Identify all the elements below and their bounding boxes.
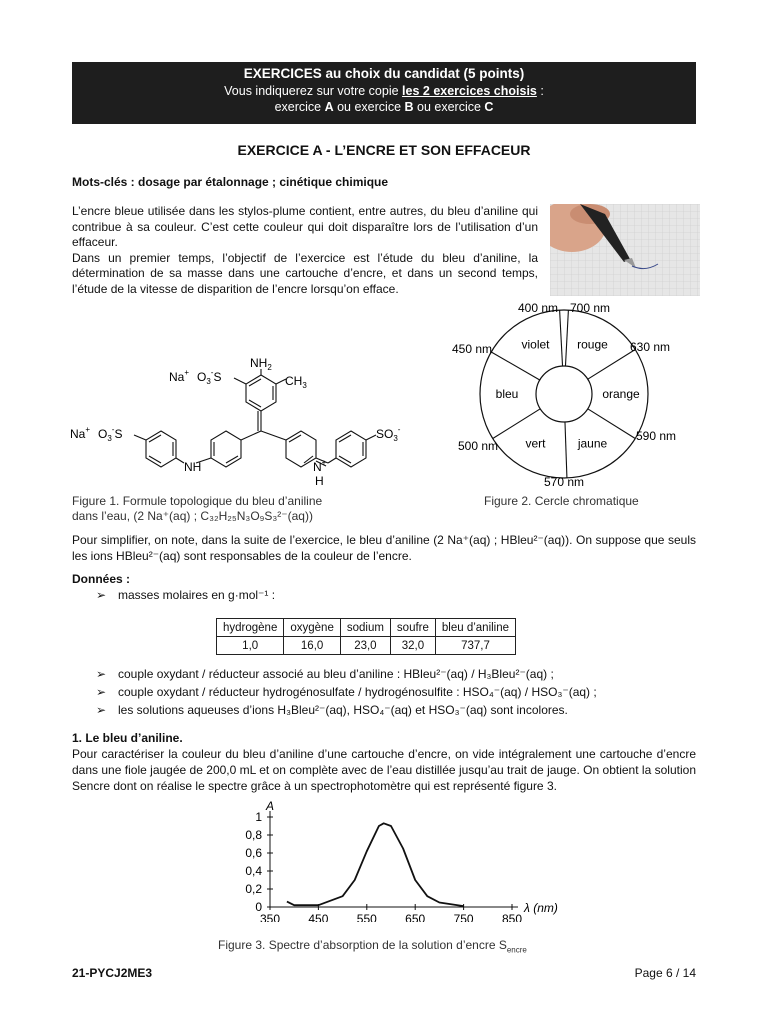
- wheel-divider: [588, 349, 635, 379]
- table-value-cell: 1,0: [217, 637, 284, 655]
- wheel-wavelength-label: 590 nm: [636, 429, 677, 443]
- wheel-segment-label: rouge: [577, 337, 608, 352]
- x-tick-label: 450: [308, 912, 329, 922]
- simplify-paragraph: Pour simplifier, on note, dans la suite de l’exercice, le bleu d’aniline (2 Na⁺(aq) ; HBleu²⁻(aq)). On suppose que seuls les ions HBleu²⁻(aq) sont responsables de la couleur de l’encre.: [72, 533, 696, 563]
- y-tick-label: 0,6: [245, 846, 262, 860]
- wheel-wavelength-label: 570 nm: [543, 475, 585, 489]
- table-value-cell: 737,7: [435, 637, 515, 655]
- exercise-choice-banner: [72, 62, 696, 124]
- nh-label: NH: [184, 460, 202, 474]
- table-value-cell: 23,0: [340, 637, 390, 655]
- x-tick-label: 350: [259, 912, 281, 922]
- y-axis-label: A: [266, 800, 275, 813]
- table-header-cell: bleu d’aniline: [435, 619, 515, 637]
- spectrum-line: [287, 823, 464, 906]
- x-tick-label: 550: [356, 912, 377, 922]
- table-header-cell: sodium: [340, 619, 390, 637]
- so3-label: $SO_3^-$: [376, 425, 401, 443]
- wheel-divider: [493, 409, 540, 439]
- x-tick-label: 750: [453, 912, 474, 922]
- table-header-row: [217, 619, 516, 637]
- wheel-divider: [565, 310, 568, 366]
- table-header-cell: hydrogène: [217, 619, 284, 637]
- aniline-blue-structure: [66, 345, 426, 485]
- table-header-cell: oxygène: [284, 619, 340, 637]
- wheel-divider: [588, 409, 635, 439]
- y-tick-label: 0: [255, 900, 262, 914]
- wheel-divider: [491, 352, 539, 380]
- table-header-cell: soufre: [390, 619, 435, 637]
- x-tick-label: 850: [501, 912, 523, 922]
- wheel-divider: [560, 310, 563, 366]
- molar-mass-table: [216, 618, 516, 655]
- wheel-segment-label: bleu: [495, 387, 519, 401]
- keywords: Mots-clés : dosage par étalonnage ; cinétique chimique: [72, 175, 389, 189]
- table-value-cell: 16,0: [284, 637, 340, 655]
- na-label-upper: Na+: [169, 368, 190, 384]
- y-tick-label: 0,4: [245, 864, 262, 878]
- y-tick-label: 1: [255, 810, 262, 824]
- figure-2-caption: Figure 2. Cercle chromatique: [484, 494, 639, 508]
- wheel-segment-label: violet: [521, 337, 550, 352]
- absorption-spectrum-chart: [240, 800, 560, 922]
- x-axis-label: λ (nm): [524, 901, 558, 915]
- h-label: H: [315, 474, 324, 485]
- wheel-inner-ring: [536, 366, 592, 422]
- y-tick-label: 0,2: [245, 882, 262, 896]
- wheel-wavelength-label: 450 nm: [451, 342, 492, 356]
- intro-paragraph-1: L’encre bleue utilisée dans les stylos-plume contient, entre autres, du bleu d’aniline qui contribue à sa couleur. C’est cette couleur qui doit disparaître lors de l’utilisation d’un effaceur.: [72, 204, 538, 249]
- wheel-wavelength-label: 630 nm: [630, 340, 671, 354]
- wheel-segment-label: orange: [602, 387, 640, 401]
- question-1-text: Pour caractériser la couleur du bleu d’aniline d’une cartouche d’encre, on vide intégralement une cartouche d’encre dans une fiole jaugée de 200,0 mL et on complète avec de l’eau distillée jusqu’au trait de jauge. On obtient la solution Sencre dont on réalise le spectre grâce à un spectrophotomètre qui est représenté figure 3.: [72, 747, 696, 793]
- wheel-wavelength-label: 400 nm: [517, 301, 559, 315]
- figure-3-caption: Figure 3. Spectre d’absorption de la solution d’encre $S_{encre}$: [218, 938, 527, 955]
- document-code: 21-PYCJ2ME3: [72, 966, 153, 980]
- figure-1-caption: Figure 1. Formule topologique du bleu d’aniline dans l’eau, (2 Na⁺(aq) ; C₃₂H₂₅N₃O₉S₃²⁻(aq)): [72, 494, 323, 523]
- na-label-lower: Na+: [70, 425, 91, 441]
- wheel-segment-label: jaune: [577, 436, 608, 451]
- color-wheel: [440, 296, 700, 492]
- n-plus-label: N+: [313, 458, 327, 474]
- exercise-title: EXERCICE A - L’ENCRE ET SON EFFACEUR: [237, 142, 531, 158]
- page-number: Page 6 / 14: [634, 966, 696, 980]
- o3s-label-upper: $O_3^-S$: [197, 368, 222, 386]
- x-tick-label: 650: [405, 912, 426, 922]
- y-tick-label: 0,8: [245, 828, 262, 842]
- nh2-label: $NH_2$: [250, 356, 272, 372]
- data-heading: Données :: [72, 572, 131, 586]
- intro-text: [72, 204, 538, 297]
- bullet-redox-aniline: ➢ couple oxydant / réducteur associé au bleu d’aniline : HBleu²⁻(aq) / H₃Bleu²⁻(aq) ;: [96, 667, 554, 681]
- intro-paragraph-2: Dans un premier temps, l’objectif de l’exercice est l’étude du bleu d’aniline, la détermination de sa masse dans une cartouche d’encre, et dans un second temps, l’étude de la vitesse de disparition de l’encre lorsqu’on efface.: [72, 250, 538, 296]
- ch3-label: $CH_3$: [285, 374, 307, 390]
- banner-line-2: Vous indiquerez sur votre copie les 2 exercices choisis :: [224, 83, 544, 98]
- question-1-title: 1. Le bleu d’aniline.: [72, 731, 183, 745]
- banner-title: EXERCICES au choix du candidat (5 points): [243, 66, 525, 81]
- bullet-redox-sulfate: ➢ couple oxydant / réducteur hydrogénosulfate / hydrogénosulfite : HSO₄⁻(aq) / HSO₃⁻(aq) ;: [96, 685, 597, 699]
- table-value-cell: 32,0: [390, 637, 435, 655]
- bullet-molar-masses: ➢ masses molaires en g·mol⁻¹ :: [96, 588, 276, 602]
- bullet-colorless: ➢ les solutions aqueuses d’ions H₃Bleu²⁻(aq), HSO₄⁻(aq) et HSO₃⁻(aq) sont incolores.: [96, 703, 568, 717]
- wheel-wavelength-label: 500 nm: [457, 439, 498, 453]
- fountain-pen-photo: [550, 204, 700, 296]
- wheel-wavelength-label: 700 nm: [569, 301, 611, 315]
- wheel-divider: [565, 422, 567, 478]
- banner-line-3: exercice A ou exercice B ou exercice C: [274, 100, 494, 114]
- o3s-label-lower: $O_3^-S$: [98, 425, 123, 443]
- wheel-segment-label: vert: [525, 436, 546, 451]
- table-value-row: [217, 637, 516, 655]
